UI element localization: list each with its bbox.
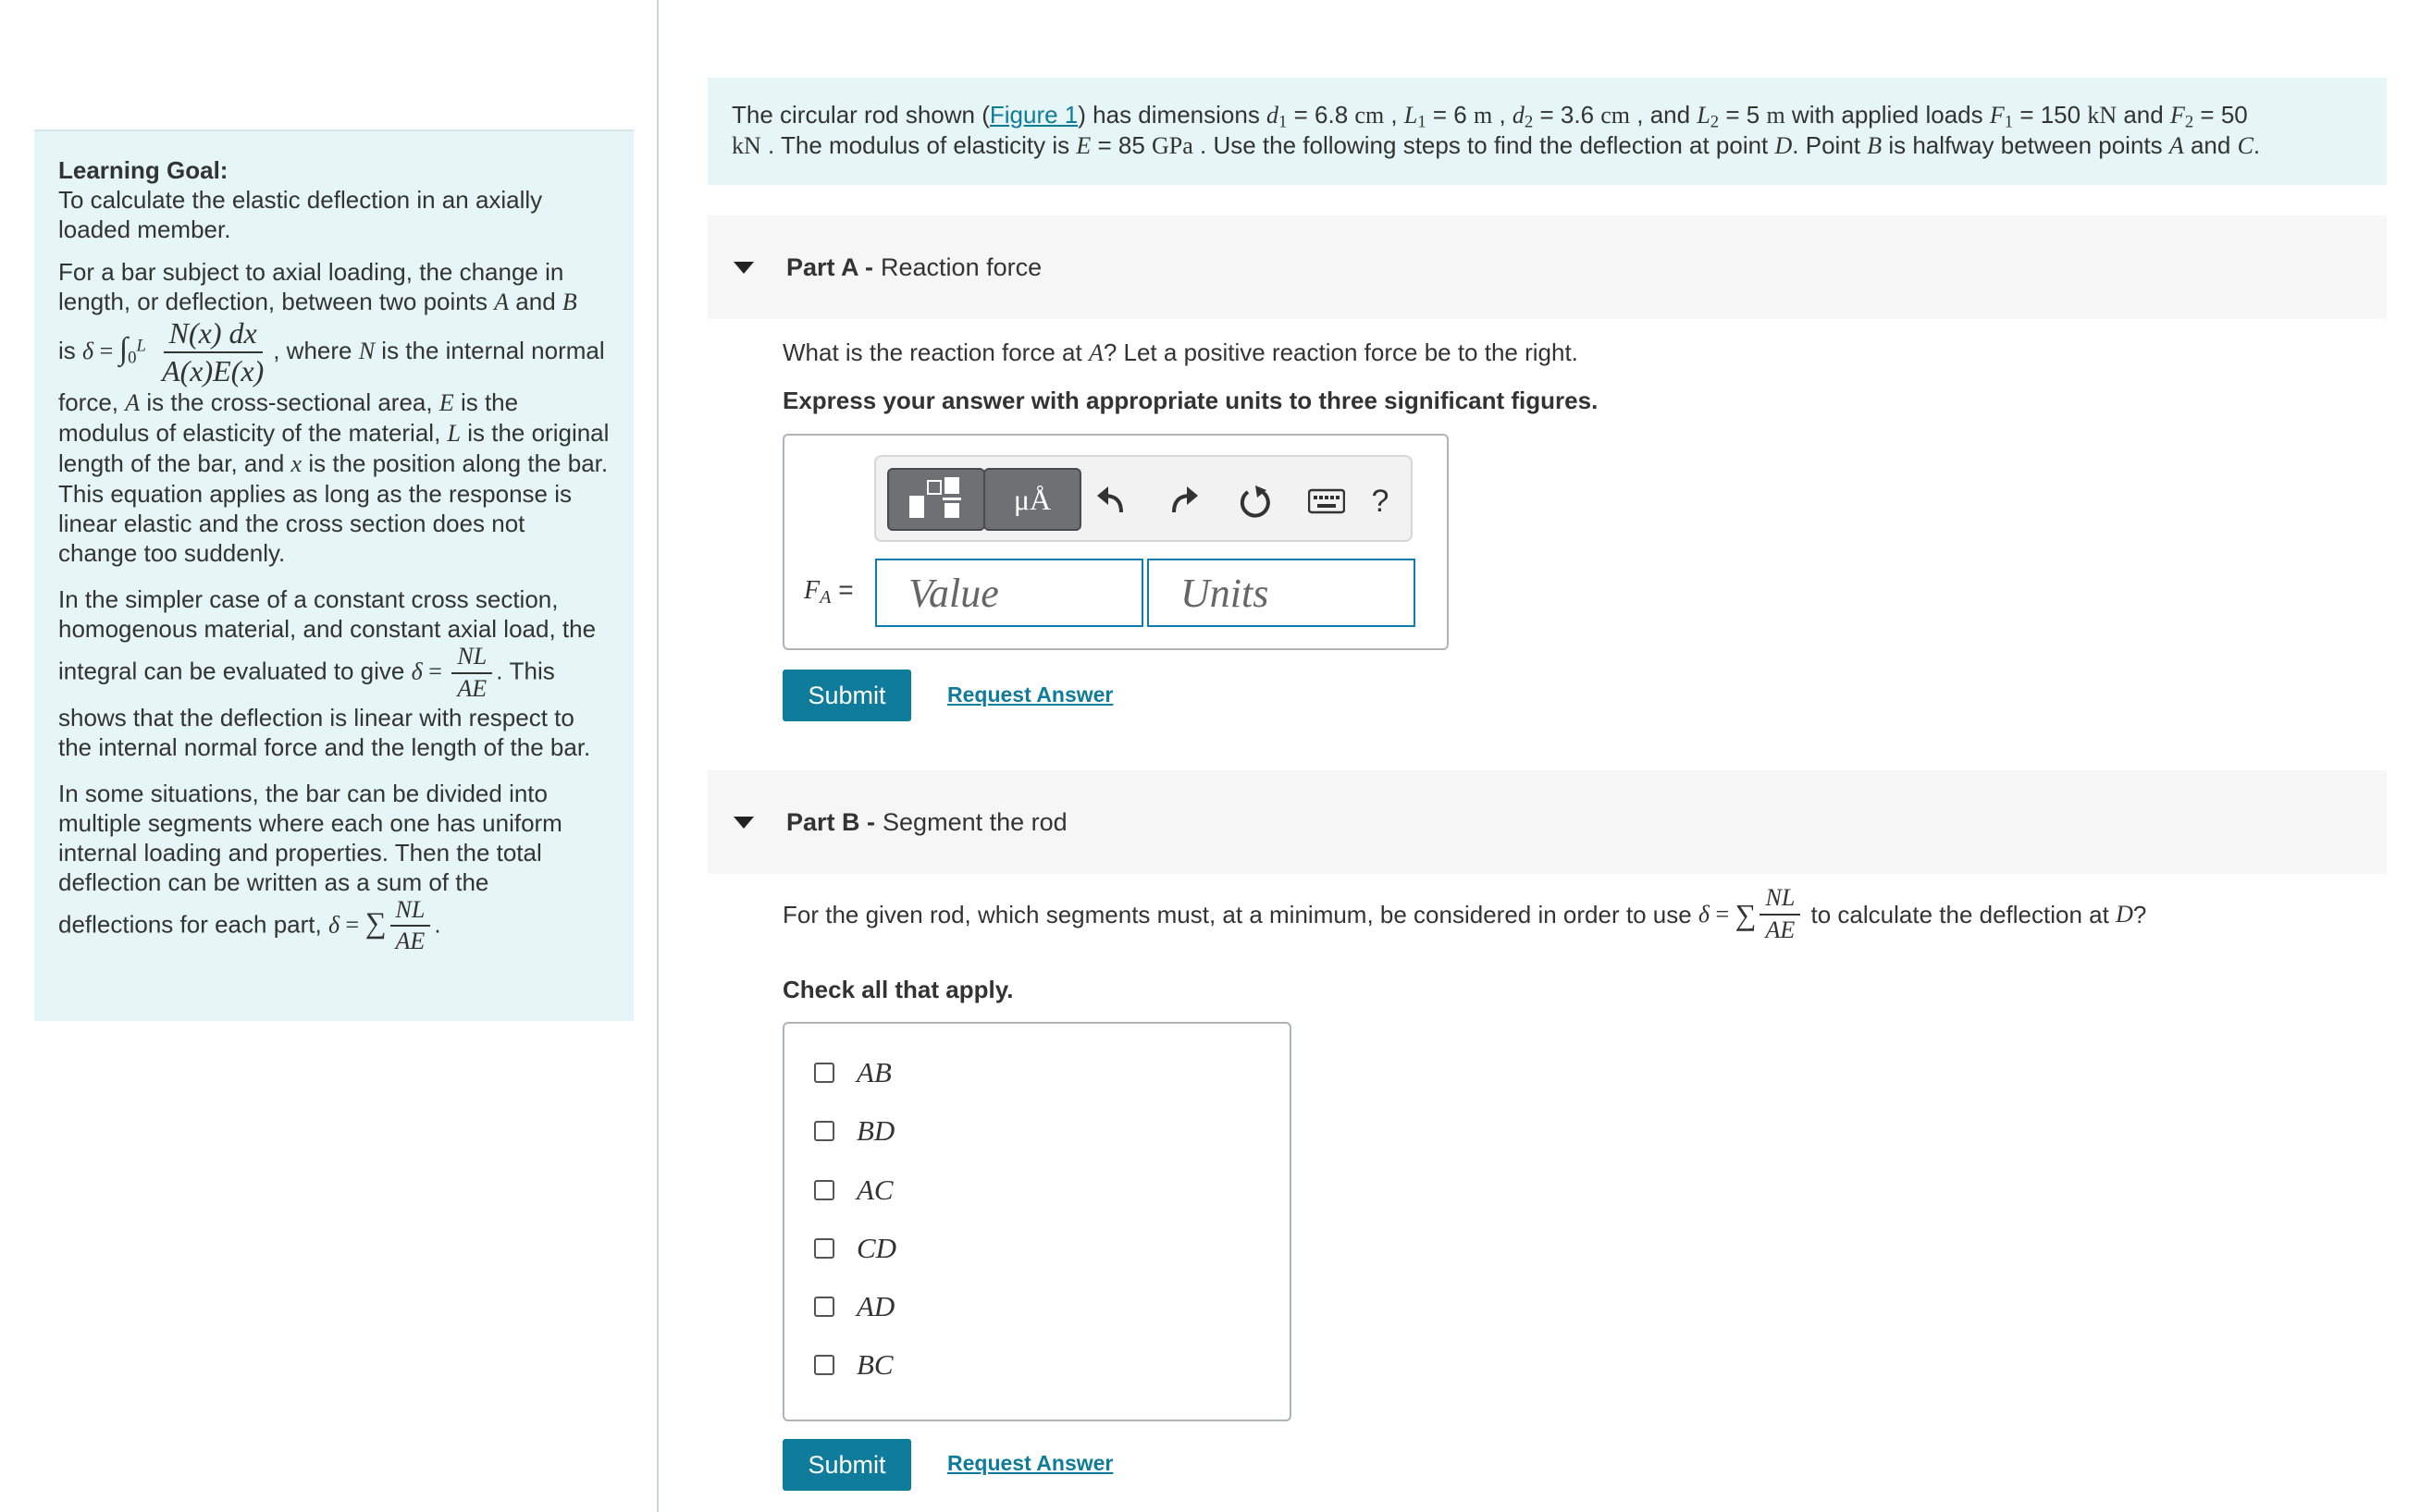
part-b-title: Segment the rod [883,807,1068,836]
part-a-instruction: Express your answer with appropriate units to three significant figures. [783,387,1599,414]
help-icon[interactable]: ? [1371,483,1389,519]
learning-goal-title: Learning Goal: [58,156,228,184]
sum-fraction: $\frac{NL}{AE}$ [390,897,431,955]
problem-statement: The circular rod shown (Figure 1) has dimensions $d_1 = 6.8$ cm , $L_1 = 6$ m , $d_2 = 3.6$ cm , and $L_2 = 5$ m with applied loads $F_1 = 150$ kN and $F_2 = 50$ kN . The modulus of elasticity is E = 85 GPa . Use the following steps to find the deflection at point D. Point B is halfway between points A and C. [708,78,2387,185]
option-bd[interactable]: BD [814,1114,895,1148]
goal-paragraph-1: For a bar subject to axial loading, the change in length, or deflection, between two points A and B is $\delta = \int_0^L$ $\frac{N(x) dx}{A(x)E(x)}$ , where N is the internal normal force, A is the cross-sectional area, E is the modulus of elasticity of the material, L is the original length of the bar, and x is the position along the bar. This equation applies as long as the response is linear elastic and the cross section does not change too suddenly. [58,258,610,568]
fa-label: $F_A$ = [804,575,854,608]
part-a-title: Reaction force [881,252,1043,281]
sidebar-divider [657,0,659,1512]
part-a-request-answer-link[interactable]: Request Answer [947,682,1114,707]
part-b-submit-button[interactable]: Submit [783,1439,911,1491]
value-input[interactable] [875,559,1143,627]
checkbox[interactable] [814,1121,834,1141]
checkbox[interactable] [814,1355,834,1375]
option-ad[interactable]: AD [814,1290,895,1323]
part-b-fraction: $\frac{NL}{AE}$ [1759,885,1800,943]
integral-fraction: $\frac{N(x) dx}{A(x)E(x)}$ [162,316,265,388]
goal-paragraph-2: In the simpler case of a constant cross section, homogenous material, and constant axial load, the integral can be evaluated to give δ = $\frac{NL}{AE}$ . This shows that the deflection is linear with respect to the internal normal force and the length of the bar. [58,585,597,761]
redo-icon[interactable] [1155,473,1211,529]
learning-goal-summary: To calculate the elastic deflection in an axially loaded member. [58,186,543,243]
math-toolbar [874,455,1413,542]
units-input[interactable] [1147,559,1415,627]
collapse-triangle-icon[interactable] [734,262,754,274]
sum-sign: ∑ [1735,897,1757,931]
option-ab[interactable]: AB [814,1056,892,1089]
reset-icon[interactable] [1228,473,1283,529]
figure-1-link[interactable]: Figure 1 [989,101,1079,129]
goal-paragraph-3: In some situations, the bar can be divided into multiple segments where each one has uniform internal loading and properties. Then the total deflection can be written as a sum of the deflections for each part, δ = ∑ $\frac{NL}{AE}$ . [58,779,562,955]
integral-sign: ∫ [118,332,129,367]
nl-over-ae-fraction: $\frac{NL}{AE}$ [451,644,492,702]
part-b-instruction: Check all that apply. [783,976,1014,1003]
keyboard-icon[interactable] [1299,473,1354,529]
units-icon: μÅ [1013,483,1052,516]
sum-sign: ∑ [364,905,387,940]
learning-goal-panel [34,129,634,1021]
option-bc[interactable]: BC [814,1348,894,1382]
option-ac[interactable]: AC [814,1174,894,1207]
checkbox[interactable] [814,1297,834,1317]
option-cd[interactable]: CD [814,1232,896,1265]
templates-button[interactable] [887,468,985,531]
collapse-triangle-icon[interactable] [734,817,754,829]
part-b-question: For the given rod, which segments must, at a minimum, be considered in order to use δ = ∑ $\frac{NL}{AE}$ to calculate the deflection at D ? [783,884,2147,943]
checkbox[interactable] [814,1063,834,1083]
part-a-header[interactable]: Part A - Reaction force [708,215,2387,319]
part-a-submit-button[interactable]: Submit [783,670,911,721]
part-a-question: What is the reaction force at A? Let a positive reaction force be to the right. [783,338,1578,366]
undo-icon[interactable] [1084,473,1140,529]
templates-icon [889,470,983,529]
checkbox[interactable] [814,1180,834,1200]
checkbox[interactable] [814,1238,834,1259]
part-b-header[interactable]: Part B - Segment the rod [708,770,2387,874]
learning-goal-intro [58,155,610,244]
part-b-request-answer-link[interactable]: Request Answer [947,1451,1114,1475]
units-button[interactable] [983,468,1081,531]
